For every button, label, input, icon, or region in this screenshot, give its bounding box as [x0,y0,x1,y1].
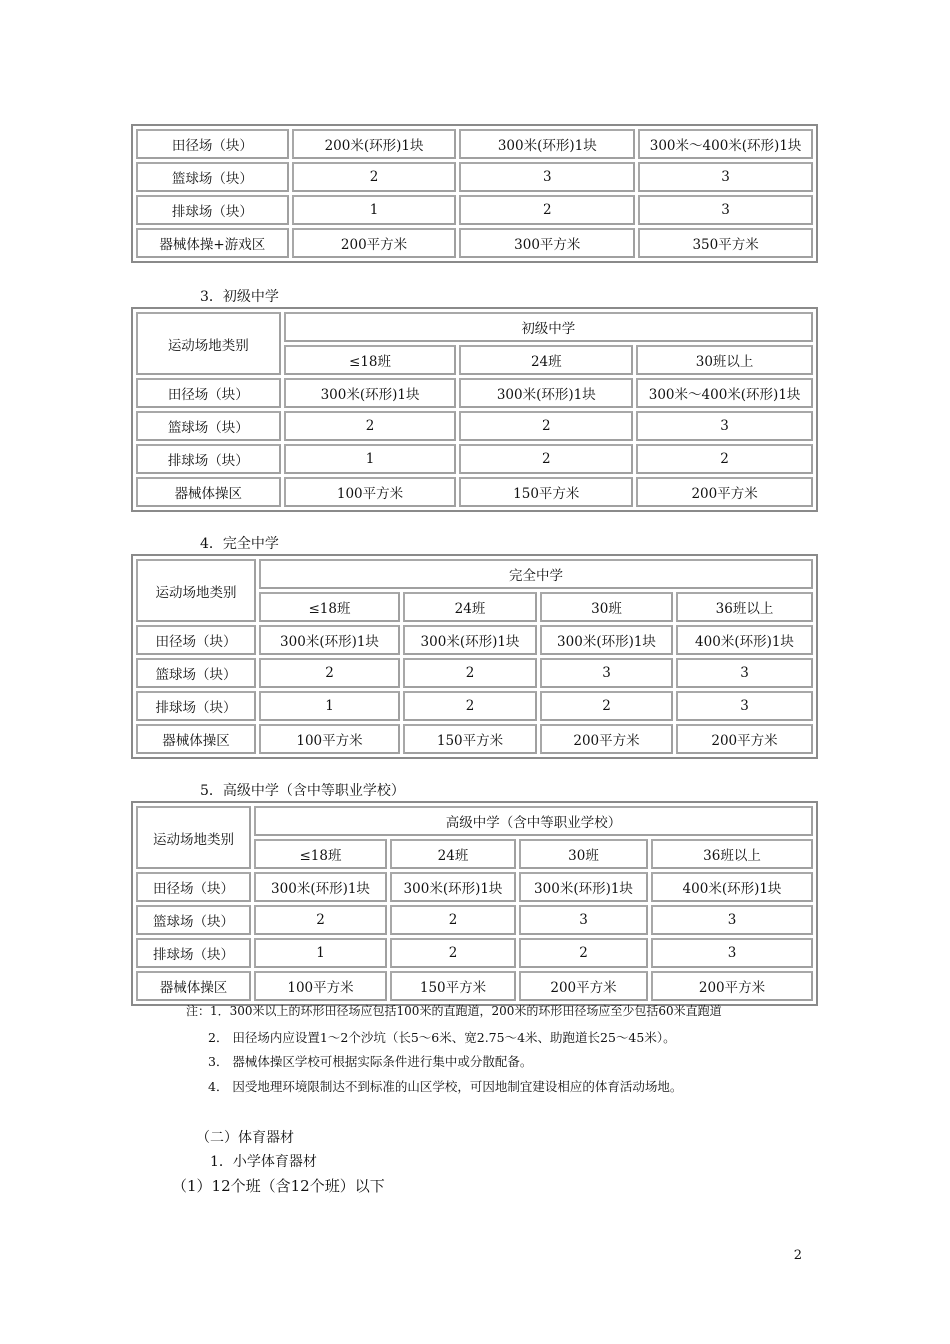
column-header: ≤18班 [284,345,457,375]
table-cell: 300米(环形)1块 [390,872,516,902]
table-cell: 2 [292,162,457,192]
group-header-cell: 高级中学（含中等职业学校） [254,806,813,836]
row-header-cell: 运动场地类别 [136,559,256,622]
table-cell: 田径场（块） [136,625,256,655]
equipment-heading: （二）体育器材 [196,1130,294,1146]
table-cell: 器械体操区 [136,477,281,507]
table-cell: 200平方米 [519,971,648,1001]
table-cell: 300米(环形)1块 [259,625,400,655]
row-header-cell: 运动场地类别 [136,312,281,375]
table-cell: 300米(环形)1块 [459,129,635,159]
table-cell: 田径场（块） [136,129,289,159]
table-row [136,477,813,507]
column-header: ≤18班 [259,592,400,622]
table-cell: 2 [254,905,387,935]
table-cell: 2 [403,658,537,688]
table-cell: 3 [540,658,673,688]
table-cell: 2 [403,691,537,721]
table-cell: 150平方米 [459,477,633,507]
table-cell: 200平方米 [636,477,813,507]
table-cell: 100平方米 [284,477,457,507]
table-row [136,625,813,655]
table-cell: 400米(环形)1块 [651,872,813,902]
table-row [136,658,813,688]
table-cell: 2 [459,444,633,474]
section-heading-junior-middle: 3．初级中学 [200,289,279,305]
table-cell: 300米(环形)1块 [519,872,648,902]
table-cell: 篮球场（块） [136,411,281,441]
primary-school-table [131,124,818,263]
table-cell: 300米(环形)1块 [284,378,457,408]
table-cell: 器械体操+游戏区 [136,228,289,258]
table-cell: 300米～400米(环形)1块 [636,378,813,408]
table-cell: 田径场（块） [136,872,251,902]
table-row [136,724,813,754]
table-cell: 100平方米 [254,971,387,1001]
table-cell: 篮球场（块） [136,162,289,192]
junior-middle-table [131,307,818,512]
equipment-item: （1）12个班（含12个班）以下 [172,1177,385,1195]
table-row [136,971,813,1001]
table-cell: 3 [636,411,813,441]
group-header-cell: 初级中学 [284,312,813,342]
table-cell: 3 [651,938,813,968]
table-cell: 400米(环形)1块 [676,625,813,655]
complete-middle-table [131,554,818,759]
table-cell: 排球场（块） [136,195,289,225]
column-header: ≤18班 [254,839,387,869]
table-cell: 3 [638,162,813,192]
table-cell: 2 [459,411,633,441]
section-heading-complete-middle: 4．完全中学 [200,536,279,552]
table-row [136,905,813,935]
column-header: 36班以上 [676,592,813,622]
column-header: 36班以上 [651,839,813,869]
table-cell: 排球场（块） [136,938,251,968]
table-cell: 排球场（块） [136,444,281,474]
table-cell: 3 [676,691,813,721]
table-cell: 1 [292,195,457,225]
table-cell: 2 [519,938,648,968]
column-header: 30班 [519,839,648,869]
table-row [136,378,813,408]
table-cell: 排球场（块） [136,691,256,721]
table-cell: 200平方米 [676,724,813,754]
table-cell: 3 [676,658,813,688]
table-cell: 篮球场（块） [136,905,251,935]
table-row [136,195,813,225]
table-cell: 3 [651,905,813,935]
column-header: 24班 [459,345,633,375]
table-cell: 150平方米 [390,971,516,1001]
table-cell: 1 [284,444,457,474]
table-cell: 器械体操区 [136,724,256,754]
table-cell: 3 [459,162,635,192]
table-cell: 器械体操区 [136,971,251,1001]
table-row [136,411,813,441]
table-cell: 2 [390,905,516,935]
table-cell: 300米(环形)1块 [459,378,633,408]
table-cell: 300米(环形)1块 [540,625,673,655]
row-header-cell: 运动场地类别 [136,806,251,869]
column-header: 30班以上 [636,345,813,375]
page-number: 2 [793,1248,802,1263]
table-row [136,691,813,721]
table-cell: 300米(环形)1块 [254,872,387,902]
table-header-row [136,806,813,836]
table-cell: 200平方米 [651,971,813,1001]
table-cell: 2 [459,195,635,225]
table-row [136,129,813,159]
note-1: 注：1．300米以上的环形田径场应包括100米的直跑道，200米的环形田径场应至少包括60米直跑道 [186,1004,722,1018]
table-cell: 2 [390,938,516,968]
table-cell: 田径场（块） [136,378,281,408]
table-cell: 150平方米 [403,724,537,754]
table-cell: 200平方米 [292,228,457,258]
table-cell: 200平方米 [540,724,673,754]
table-row [136,228,813,258]
table-row [136,444,813,474]
table-cell: 2 [284,411,457,441]
table-row [136,872,813,902]
table-cell: 3 [638,195,813,225]
table-cell: 200米(环形)1块 [292,129,457,159]
table-cell: 2 [259,658,400,688]
table-header-row [136,559,813,589]
table-cell: 2 [636,444,813,474]
table-cell: 300平方米 [459,228,635,258]
table-cell: 3 [519,905,648,935]
table-row [136,162,813,192]
section-heading-senior-high: 5．高级中学（含中等职业学校） [200,783,405,799]
table-cell: 300米(环形)1块 [403,625,537,655]
note-2: 2． 田径场内应设置1～2个沙坑（长5～6米、宽2.75～4米、助跑道长25～45米）。 [208,1030,676,1045]
table-header-row [136,312,813,342]
note-3: 3． 器械体操区学校可根据实际条件进行集中或分散配备。 [208,1054,533,1069]
table-cell: 300米～400米(环形)1块 [638,129,813,159]
table-cell: 1 [259,691,400,721]
column-header: 30班 [540,592,673,622]
table-cell: 篮球场（块） [136,658,256,688]
column-header: 24班 [390,839,516,869]
senior-high-table [131,801,818,1006]
table-cell: 1 [254,938,387,968]
table-cell: 350平方米 [638,228,813,258]
column-header: 24班 [403,592,537,622]
table-row [136,938,813,968]
table-cell: 100平方米 [259,724,400,754]
table-cell: 2 [540,691,673,721]
note-4: 4． 因受地理环境限制达不到标准的山区学校，可因地制宜建设相应的体育活动场地。 [208,1079,683,1094]
equipment-sub-heading: 1．小学体育器材 [210,1154,317,1170]
group-header-cell: 完全中学 [259,559,813,589]
